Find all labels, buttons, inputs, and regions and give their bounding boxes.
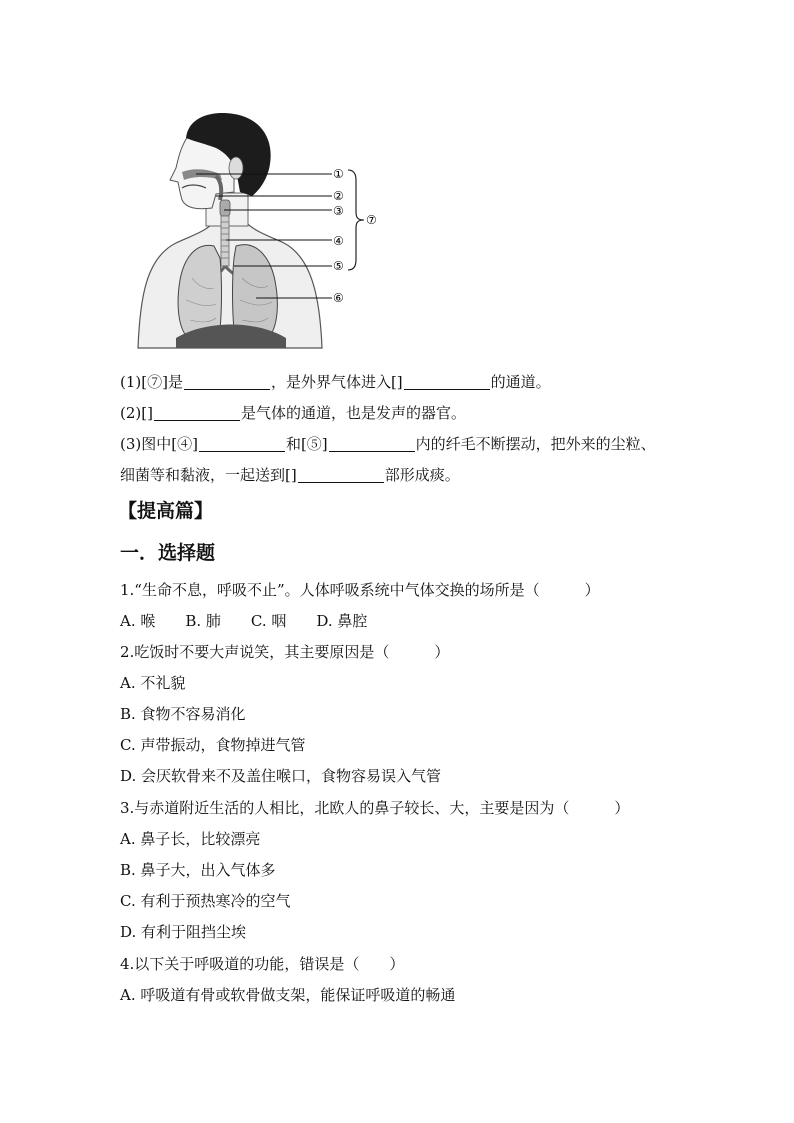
q1-blank-2[interactable] [404,374,490,390]
respiratory-system-figure [136,108,396,356]
question-3-stem: 3.与赤道附近生活的人相比，北欧人的鼻子较长、大，主要是因为（ ） [120,799,630,817]
question-3-option-a[interactable]: A. 鼻子长，比较漂亮 [120,830,261,848]
figure-labels [333,167,344,305]
label-7: ⑦ [366,213,377,227]
question-3-option-c[interactable]: C. 有利于预热寒冷的空气 [120,892,291,910]
question-2-option-a[interactable]: A. 不礼貌 [120,674,186,692]
fill-question-2 [120,402,466,424]
q3-blank-1[interactable] [199,436,285,452]
question-2-option-c[interactable]: C. 声带振动，食物掉进气管 [120,736,306,754]
q2-suffix: 是气体的通道，也是发声的器官。 [240,404,466,422]
q3-blank-2[interactable] [329,436,415,452]
q3-line2-prefix: 细菌等和黏液，一起送到[] [120,466,297,484]
q3-blank-3[interactable] [298,467,384,483]
question-4-option-a[interactable]: A. 呼吸道有骨或软骨做支架，能保证呼吸道的畅通 [120,986,456,1004]
fill-question-3-line-2 [120,464,460,486]
q3-prefix: (3)图中[④] [120,435,198,453]
label-5: ⑤ [333,259,344,273]
question-1-options: A. 喉 B. 肺 C. 咽 D. 鼻腔 [120,612,368,630]
question-4-stem: 4.以下关于呼吸道的功能，错误是（ ） [120,955,405,973]
question-1-stem: 1.“生命不息，呼吸不止”。人体呼吸系统中气体交换的场所是（ ） [120,581,600,599]
question-3-option-d[interactable]: D. 有利于阻挡尘埃 [120,923,247,941]
trachea [221,216,229,266]
section-choice-title: 一．选择题 [120,542,216,564]
q2-prefix: (2)[] [120,404,153,422]
q3-middle: 和[⑤] [285,435,328,453]
fill-question-1 [120,371,551,393]
question-3-option-b[interactable]: B. 鼻子大，出入气体多 [120,861,276,879]
q1-prefix: (1)[⑦]是 [120,373,183,391]
q1-suffix: 的通道。 [490,373,551,391]
q3-line2-suffix: 部形成痰。 [384,466,460,484]
label-1: ① [333,167,344,181]
label-2: ② [333,189,344,203]
section-advanced-title: 【提高篇】 [118,500,214,522]
brace [348,170,364,270]
label-3: ③ [333,204,344,218]
q2-blank[interactable] [154,405,240,421]
q3-suffix: 内的纤毛不断摆动，把外来的尘粒、 [415,435,656,453]
question-2-option-d[interactable]: D. 会厌软骨来不及盖住喉口，食物容易误入气管 [120,767,442,785]
q1-middle: ，是外界气体进入[] [270,373,403,391]
ear [229,157,243,179]
larynx [220,200,230,216]
label-6: ⑥ [333,291,344,305]
question-2-option-b[interactable]: B. 食物不容易消化 [120,705,246,723]
fill-question-3-line-1 [120,433,656,455]
respiratory-diagram [136,108,396,356]
q1-blank-1[interactable] [184,374,270,390]
label-4: ④ [333,234,344,248]
question-2-stem: 2.吃饭时不要大声说笑，其主要原因是（ ） [120,643,450,661]
